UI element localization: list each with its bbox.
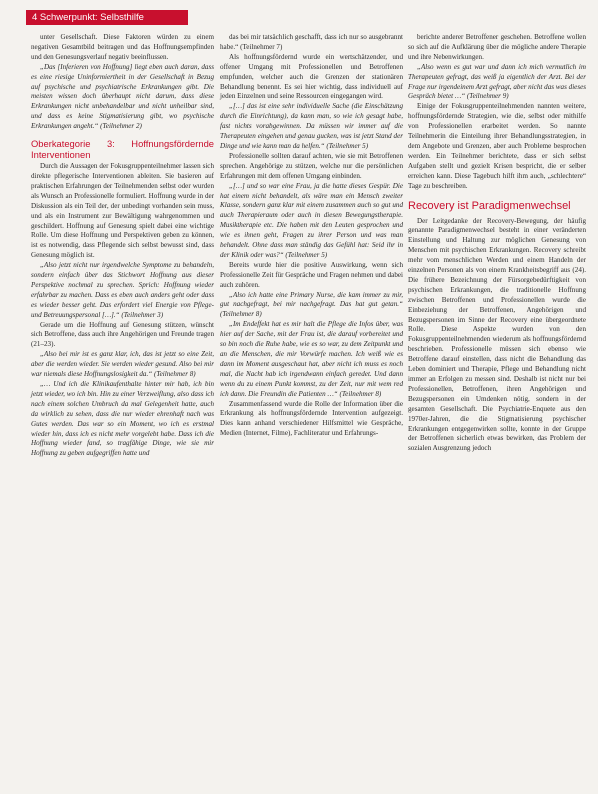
quote-paragraph: „Also ich hatte eine Primary Nurse, die kam immer zu mir, gut nachgefragt, bei mir nachgefragt. Das hat gut getan.“ (Teilnehmer 8) — [220, 290, 403, 319]
section-banner — [26, 10, 188, 25]
body-paragraph: Der Leitgedanke der Recovery-Bewegung, der häufig genannte Paradigmenwechsel besteht in einer veränderten Einstellung und Haltung zur möglichen Genesung von Menschen mit psychischen Erkrankungen. Recovery schreibt mehr vom menschlichen Werden und einem Handeln der einzelnen Personen als von einem Krankheitsbegriff aus (24). Die frühere Bezeichnung der Fürsorgebedürftigkeit von psychischen Erkrankungen, die traditionelle Hoffnung zwischen Betroffenen und Professionellen wurde die Einbeziehung der Betroffenen, Angehörigen und Bezugspersonen im Sinne der Recovery eine übergeordnete Rolle. Diese Aspekte wurden von den Fokusgruppenteilnehmenden wiederum als hoffnungsfördernd beschrieben. Professionelle müssen sich ebenso wie Betroffene darauf einstellen, dass nicht die Behandlung das Leben dominiert und Therapie, Pflege und Behandlung nicht immer an Erfolgen zu messen sind. Deshalb ist nicht nur bei Professionellen, Betroffenen, ihren Angehörigen und Bezugspersonen ein Umdenken nötig, sondern in der gesamten Gesellschaft. Die Psychiatrie-Enquete aus den 1970er-Jahren, die die Stigmatisierung psychischer Erkrankungen entgegenwirken sollte, konnte in der Gruppe der Betroffenen sicherlich etwas bewirken, das Problem der sozialen Ausgrenzung jedoch — [408, 216, 586, 453]
quote-paragraph: „Im Endeffekt hat es mir halt die Pflege die Infos über, was hier auf der Sache, mit der Frau ist, die darauf vorbereitet und so bin noch die Ruhe habe, wie es so war, zu dem Zeitpunkt und an die Menschen, die mir Vorwürfe machen. Ich weiß wie es dann im Moment ausgeschaut hat, aber nicht ich muss es noch mal, die Nacht hab ich irgendwann einfach geredet. Und dann wenn du zu einem Punkt kommst, zu der Zeit, nur mit wem red ich dann. Die Freundin die Patienten …“ (Teilnehmer 8) — [220, 320, 403, 398]
text-column-middle — [220, 33, 403, 439]
body-paragraph: Gerade um die Hoffnung auf Genesung stützen, wünscht sich Betroffene, dass auch ihre Angehörigen und Freunde tragen (21–23). — [31, 320, 214, 349]
body-paragraph: Einige der Fokusgruppenteilnehmenden nannten weitere, hoffnungsfördernde Strategien, wie die, selbst oder mithilfe von Professionellen erarbeitet werden. So nannte Teilnehmerin die Einteilung ihrer Behandlungsstrategien, in dem Angebote und Grenzen, aber auch Probleme besprochen werden. Ein Teilnehmer berichtete, dass er sich selbst Aufgaben stellt und gezielt Krisen bespricht, die er selber erreichen kann. Diese Tagebuch hilft ihm auch, „schlechtere“ Tage zu beschreiben. — [408, 102, 586, 190]
quote-paragraph: „[…] das ist eine sehr individuelle Sache (die Einschätzung durch die Einrichtung), da kann man, so wie ich gesagt habe, fast nichts vorabgewinnen. Da müssen wir immer auf die Therapeuten eingehen und genau gucken, was ist jetzt Stand der Dinge und wie kann man da helfen.“ (Teilnehmer 5) — [220, 102, 403, 150]
quote-paragraph: „Also jetzt nicht nur irgendwelche Symptome zu behandeln, sondern einfach über das Stichwort Hoffnung aus dieser Perspektive nochmal zu sprechen. Sprich: Hoffnung wieder erfahrbar zu machen. Dass es eben auch anders geht oder dass es wieder besser geht. Das erfordert viel Energie von Pflege- und Betreuungspersonal […].“ (Teilnehmer 3) — [31, 261, 214, 319]
body-paragraph: Zusammenfassend wurde die Rolle der Information über die Erkrankung als hoffnungsfördernde Intervention aufgezeigt. Dies kann anhand verschiedener Hilfsmittel wie Gespräche, Medien (Internet, Filme), Fachliteratur und Erfahrungs- — [220, 399, 403, 438]
body-paragraph: Bereits wurde hier die positive Auswirkung, wenn sich Professionelle Zeit für Gespräche und Fragen nehmen und dabei auch zuhören. — [220, 260, 403, 289]
body-paragraph: Durch die Aussagen der Fokusgruppenteilnehmer lassen sich direkte pflegerische Interventionen ableiten. Sie basieren auf praktischen Erfahrungen der Teilnehmenden selbst oder wurden als Wunsch an Professionelle formuliert. Hoffnung wurde in der Diskussion als ein Teil der, der unbedingt vorhanden sein muss, und als ein Instrument zur Bewältigung wahrgenommen und geschildert. Hoffnung auf Genesung spielt dabei eine wichtige Rolle. Um diese Hoffnung und Perspektiven geben zu können, ist es notwendig, dass Pflegende sich selbst bewusst sind, dass Genesung möglich ist. — [31, 162, 214, 260]
body-paragraph: berichte anderer Betroffener geschehen. Betroffene wollen so sich auf die Aufklärung über die mögliche andere Therapie und ihre Nebenwirkungen. — [408, 33, 586, 61]
section-heading: Recovery ist Paradigmenwechsel — [408, 199, 571, 212]
quote-paragraph: „Also bei mir ist es ganz klar, ich, das ist jetzt so eine Zeit, aber die werden wieder. Sie werden wieder gesund. Also bei mir war niemals diese Hoffnungslosigkeit da.“ (Teilnehmer 8) — [31, 350, 214, 379]
body-paragraph: unter Gesellschaft. Diese Faktoren würden zu einem negativen Gesamtbild beitragen und das Hoffnungsempfinden und den Genesungsverlauf negativ beeinflussen. — [31, 33, 214, 61]
section-heading: Oberkategorie 3: Hoffnungsfördernde Interventionen — [31, 138, 214, 161]
quote-paragraph: „Das [Inferieren von Hoffnung] liegt eben auch daran, dass es eine riesige Uninformiertheit in der Gesellschaft in Bezug auf psychische und psychiatrische Erkrankungen gibt. Die meisten wissen doch überhaupt nicht darum, dass diese Erkrankungen nicht unbehandelbar und nicht unheilbar sind, und dass es keine Stigmatisierung gibt, wo psychische Erkrankungen angeht.“ (Teilnehmer 2) — [31, 62, 214, 131]
body-paragraph: Als hoffnungsfördernd wurde ein wertschätzender, und offener Umgang mit Professionellen und Betroffenen empfunden, welcher auch die Grenzen der stationären Behandlung benennt. Es sei hier wichtig, dass individuell auf jeden Einzelnen und seine Ressourcen eingegangen wird. — [220, 52, 403, 101]
text-column-left — [31, 33, 214, 459]
page-header — [0, 10, 598, 26]
section-title: 4 Schwerpunkt: Selbsthilfe — [32, 12, 144, 23]
body-paragraph: das bei mir tatsächlich geschafft, dass ich nur so ausgebrannt habe.“ (Teilnehmer 7) — [220, 33, 403, 51]
quote-paragraph: „… Und ich die Klinikaufenthalte hinter mir hab, ich bin jetzt wieder, wo ich bin. Hin zu einer Verzweiflung, also dass ich nach einem solchen Umbruch da mal Gelegenheit hatte, auch da wirklich zu sehen, dass die nur wieder ehrenhaft nach was Gutes werden. Das war so ein Moment, wo ich es erstmal wieder hin, dass ich es nicht mehr vorgelebt habe. Dass ich die Hoffnung wieder fand, so tragfähige Dinge, wie sie mir Hoffnung zu geben aufgegriffen hatte und — [31, 380, 214, 458]
quote-paragraph: „[…] und so war eine Frau, ja die hatte dieses Gespür. Die hat einem nicht behandelt, als wäre man ein Mensch zweiter Klasse, sondern ganz klar mit einem zusammen auch so gut und auch Therapieraum oder auch in diesen Bewegungstherapie. Musiktherapie etc. Die haben mit den Leuten gesprochen und wie es ihnen geht, Fragen zu ihrer Person und was man behandelt. Ohne dass man ständig das Gefühl hat: Seid ihr in der Klinik oder was?“ (Teilnehmer 5) — [220, 181, 403, 259]
body-paragraph: Professionelle sollten darauf achten, wie sie mit Betroffenen sprechen. Angehörige zu stützen, welche nur die persönlichen Erfahrungen mit dem offenen Umgang einbinden. — [220, 151, 403, 180]
text-column-right — [408, 33, 586, 454]
quote-paragraph: „Also wenn es gut war und dann ich mich vermutlich im Therapeuten gefragt, das weiß ja eigentlich der Arzt. Bei der Frage nur irgendeinem Arzt gefragt, aber nicht das was dieses Gespräch bietet …“ (Teilnehmer 9) — [408, 62, 586, 101]
